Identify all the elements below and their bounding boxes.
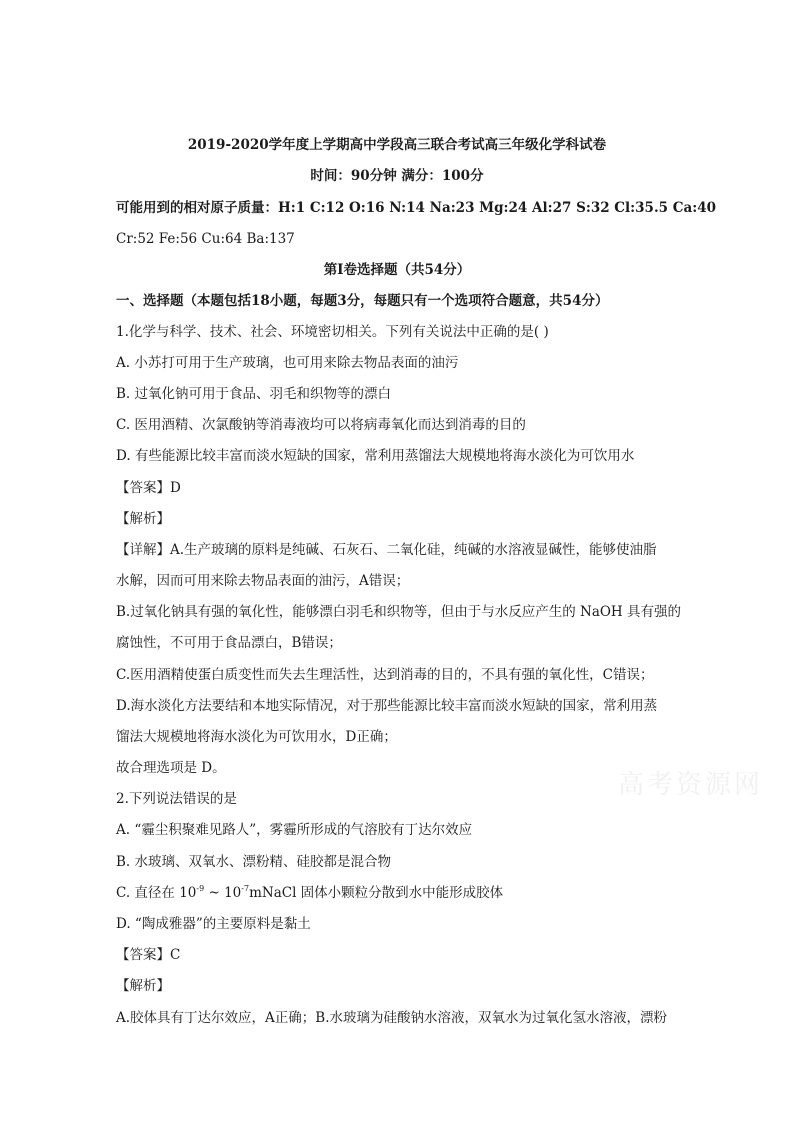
section-instruction: 一、选择题（本题包括18小题，每题3分，每题只有一个选项符合题意，共54分）: [116, 293, 609, 309]
atomic-mass-line-1: 可能用到的相对原子质量：H:1 C:12 O:16 N:14 Na:23 Mg:24 Al:27 S:32 Cl:35.5 Ca:40: [116, 200, 717, 216]
q1-analysis-label: 【解析】: [116, 511, 170, 527]
q1-option-a: A. 小苏打可用于生产玻璃，也可用来除去物品表面的油污: [116, 355, 459, 371]
q1-detail-line: 水解，因而可用来除去物品表面的油污，A错误；: [116, 573, 410, 589]
q2-stem: 2.下列说法错误的是: [116, 791, 237, 807]
q1-option-d: D. 有些能源比较丰富而淡水短缺的国家，常利用蒸馏法大规模地将海水淡化为可饮用水: [116, 448, 635, 464]
q1-detail-line: B.过氧化钠具有强的氧化性，能够漂白羽毛和织物等，但由于与水反应产生的 NaOH 具有强的: [116, 604, 681, 620]
q2-detail-line: A.胶体具有丁达尔效应，A正确；B.水玻璃为硅酸钠水溶液，双氧水为过氧化氢水溶液，漂粉: [116, 1010, 668, 1026]
q1-detail-line: D.海水淡化方法要结和本地实际情况，对于那些能源比较丰富而淡水短缺的国家，常利用蒸: [116, 698, 658, 714]
q2-analysis-label: 【解析】: [116, 978, 170, 994]
q1-option-c: C. 医用酒精、次氯酸钠等消毒液均可以将病毒氧化而达到消毒的目的: [116, 417, 526, 433]
section-title: 第Ⅰ卷选择题（共54分）: [323, 262, 471, 278]
q1-detail-line: 馏法大规模地将海水淡化为可饮用水，D正确；: [116, 729, 397, 745]
q2-exponent-1: -9: [196, 884, 205, 893]
time-score: 时间：90分钟 满分：100分: [310, 168, 484, 184]
q1-detail-line: 【详解】A.生产玻璃的原料是纯碱、石灰石、二氧化硅，纯碱的水溶液显碱性，能够使油脂: [116, 542, 657, 558]
q2-option-b: B. 水玻璃、双氧水、漂粉精、硅胶都是混合物: [116, 854, 392, 870]
atomic-mass-line-2: Cr:52 Fe:56 Cu:64 Ba:137: [116, 231, 295, 247]
exam-title: 2019-2020学年度上学期高中学段高三联合考试高三年级化学科试卷: [187, 137, 607, 153]
q1-detail-line: C.医用酒精使蛋白质变性而失去生理活性，达到消毒的目的，不具有强的氧化性，C错误；: [116, 667, 654, 683]
q1-option-b: B. 过氧化钠可用于食品、羽毛和织物等的漂白: [116, 386, 392, 402]
q2-exponent-2: -7: [241, 884, 250, 893]
q2-option-c-suffix: mNaCl 固体小颗粒分散到水中能形成胶体: [249, 885, 504, 901]
q2-option-c: [116, 883, 503, 903]
q2-option-c-mid: ~ 10: [204, 885, 242, 901]
q1-stem: 1.化学与科学、技术、社会、环境密切相关。下列有关说法中正确的是( ): [116, 324, 549, 340]
q1-answer: 【答案】D: [116, 480, 181, 496]
q1-conclusion: 故合理选项是 D。: [116, 760, 226, 776]
q2-option-d: D. “陶成雅器”的主要原料是黏土: [116, 916, 311, 932]
q2-option-c-prefix: C. 直径在 10: [116, 885, 197, 901]
q2-answer: 【答案】C: [116, 947, 181, 963]
q1-detail-line: 腐蚀性，不可用于食品漂白，B错误；: [116, 635, 342, 651]
q2-option-a: A. “霾尘积聚难见路人”，雾霾所形成的气溶胶有丁达尔效应: [116, 822, 473, 838]
watermark: 高考资源网: [618, 770, 764, 800]
